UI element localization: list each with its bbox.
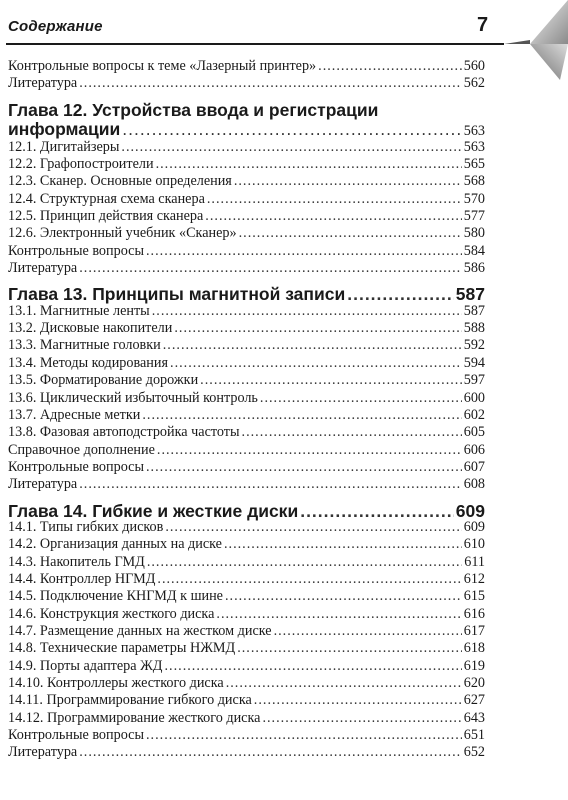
chapter-heading-14: Глава 14. Гибкие и жесткие диски ..... 609 — [8, 502, 485, 519]
toc-entry: 13.4. Методы кодирования ..... 594 — [8, 355, 485, 372]
toc-entry: 14.4. Контроллер НГМД ..... 612 — [8, 571, 485, 588]
toc-entry: 12.6. Электронный учебник «Сканер» ..... 580 — [8, 225, 485, 242]
toc-entry: 14.8. Технические параметры НЖМД ..... 618 — [8, 640, 485, 657]
toc-entry: Контрольные вопросы ..... 651 — [8, 727, 485, 744]
chapter-heading-12: Глава 12. Устройства ввода и регистрации информации ..... 563 — [8, 101, 485, 139]
toc-entry: 14.2. Организация данных на диске ..... 610 — [8, 536, 485, 553]
toc-entry: 12.5. Принцип действия сканера ..... 577 — [8, 208, 485, 225]
table-of-contents — [8, 58, 485, 762]
corner-ornament — [500, 0, 568, 80]
toc-entry: 13.3. Магнитные головки ..... 592 — [8, 337, 485, 354]
toc-entry: 14.5. Подключение КНГМД к шине ..... 615 — [8, 588, 485, 605]
toc-entry: 14.12. Программирование жесткого диска ..... 643 — [8, 710, 485, 727]
toc-entry: 14.10. Контроллеры жесткого диска ..... 620 — [8, 675, 485, 692]
header-rule — [6, 43, 504, 45]
page-header — [0, 0, 568, 54]
toc-entry: Литература ..... 562 — [8, 75, 485, 92]
toc-entry: 14.11. Программирование гибкого диска ..... 627 — [8, 692, 485, 709]
toc-entry: 14.9. Порты адаптера ЖД ..... 619 — [8, 658, 485, 675]
toc-entry: Справочное дополнение ..... 606 — [8, 442, 485, 459]
page-number: 7 — [477, 14, 489, 36]
toc-entry: Контрольные вопросы ..... 584 — [8, 243, 485, 260]
toc-entry: 13.6. Циклический избыточный контроль ..... 600 — [8, 390, 485, 407]
chapter-heading-13: Глава 13. Принципы магнитной записи ..... 587 — [8, 285, 485, 302]
toc-entry: 12.4. Структурная схема сканера ..... 570 — [8, 191, 485, 208]
toc-entry: Литература ..... 652 — [8, 744, 485, 761]
running-title: Содержание — [8, 18, 103, 35]
toc-entry: 14.3. Накопитель ГМД ..... 611 — [8, 554, 485, 571]
toc-entry: 13.5. Форматирование дорожки ..... 597 — [8, 372, 485, 389]
toc-entry: 12.1. Дигитайзеры ..... 563 — [8, 139, 485, 156]
toc-entry: Литература ..... 586 — [8, 260, 485, 277]
toc-entry: 14.7. Размещение данных на жестком диске ..... 617 — [8, 623, 485, 640]
toc-entry: 13.2. Дисковые накопители ..... 588 — [8, 320, 485, 337]
toc-entry: 14.6. Конструкция жесткого диска ..... 616 — [8, 606, 485, 623]
toc-entry: 13.7. Адресные метки ..... 602 — [8, 407, 485, 424]
toc-entry: 13.8. Фазовая автоподстройка частоты ..... 605 — [8, 424, 485, 441]
toc-entry: 12.2. Графопостроители ..... 565 — [8, 156, 485, 173]
toc-entry: Контрольные вопросы ..... 607 — [8, 459, 485, 476]
toc-entry: 12.3. Сканер. Основные определения ..... 568 — [8, 173, 485, 190]
toc-entry: 13.1. Магнитные ленты ..... 587 — [8, 303, 485, 320]
toc-entry: Литература ..... 608 — [8, 476, 485, 493]
toc-entry: 14.1. Типы гибких дисков ..... 609 — [8, 519, 485, 536]
toc-entry: Контрольные вопросы к теме «Лазерный принтер» ..... 560 — [8, 58, 485, 75]
